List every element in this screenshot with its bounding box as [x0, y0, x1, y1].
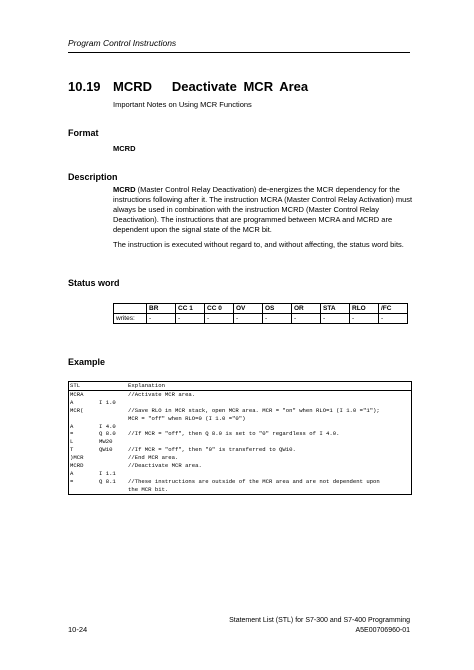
status-bit-ov: OV	[234, 304, 263, 314]
header-divider	[68, 52, 410, 53]
footer-doc-info	[229, 616, 410, 636]
format-value: MCRD	[113, 144, 136, 153]
writes-br: -	[147, 314, 176, 324]
example-comment: MCR = "off" when RLO=0 (I 1.0 ="0")	[128, 414, 246, 422]
example-comment: //If MCR = "off", then Q 8.0 is set to "0" regardless of I 4.0.	[128, 430, 340, 438]
example-instruction: MCRA	[70, 390, 84, 398]
example-instruction	[70, 486, 99, 494]
example-instruction: =	[70, 477, 74, 485]
example-comment: //Deactivate MCR area.	[128, 462, 202, 470]
example-instruction: MCR(	[70, 406, 84, 414]
status-bit-fc: /FC	[379, 304, 408, 314]
example-instruction: A	[70, 469, 74, 477]
example-operand: I 1.0	[99, 398, 116, 406]
writes-rlo: -	[350, 314, 379, 324]
running-header: Program Control Instructions	[68, 38, 177, 48]
example-instruction: A	[70, 422, 74, 430]
writes-cc1: -	[176, 314, 205, 324]
section-title: MCRD Deactivate MCR Area	[113, 79, 309, 94]
writes-ov: -	[234, 314, 263, 324]
writes-sta: -	[321, 314, 350, 324]
status-word-writes-row	[114, 314, 408, 324]
example-code-row	[69, 407, 411, 415]
example-operand: MW20	[99, 438, 113, 446]
example-comment: //These instructions are outside of the MCR area and are not dependent upon	[128, 477, 380, 485]
footer-page-number: 10-24	[68, 625, 88, 634]
example-instruction: =	[70, 430, 74, 438]
example-code-row	[69, 486, 411, 494]
example-instruction	[70, 415, 99, 423]
example-instruction: )MCR	[70, 454, 84, 462]
example-comment	[128, 470, 411, 478]
description-heading: Description	[68, 172, 118, 182]
example-code-row	[69, 415, 411, 423]
writes-fc: -	[379, 314, 408, 324]
description-paragraph-2: The instruction is executed without regard to, and without affecting, the status word bits.	[113, 240, 404, 249]
example-code-row	[69, 391, 411, 399]
status-bit-sta: STA	[321, 304, 350, 314]
status-word-corner-cell	[114, 304, 147, 314]
section-number: 10.19	[68, 79, 101, 94]
example-comment: //Activate MCR area.	[128, 390, 196, 398]
footer-doc-title: Statement List (STL) for S7-300 and S7-400 Programming	[229, 617, 410, 624]
example-code-row	[69, 423, 411, 431]
example-comment: //Save RLO in MCR stack, open MCR area. MCR = "on" when RLO=1 (I 1.0 ="1");	[128, 406, 380, 414]
example-comment	[128, 423, 411, 431]
section-subtitle-link[interactable]: Important Notes on Using MCR Functions	[113, 100, 252, 109]
example-operand: Q 8.1	[99, 477, 116, 485]
description-text: (Master Control Relay Deactivation) de-energizes the MCR dependency for the instructions following after it. The instruction MCRA (Master Control Relay Activation) must always be used in combination with the instruction MCRD (Master Control Relay Deactivation). The instructions that are programmed between MCRA and MCRD are dependent upon the signal state of the MCR bit.	[113, 185, 413, 234]
example-code-row	[69, 462, 411, 470]
example-col-explanation: Explanation	[128, 382, 165, 389]
example-operand: Q 8.0	[99, 430, 116, 438]
example-code-row	[69, 438, 411, 446]
example-code-row	[69, 470, 411, 478]
example-instruction: L	[70, 438, 74, 446]
writes-label: writes:	[114, 314, 147, 324]
example-code-row	[69, 430, 411, 438]
status-bit-cc0: CC 0	[205, 304, 234, 314]
description-paragraph-1	[113, 185, 413, 235]
example-code-row	[69, 446, 411, 454]
example-instruction: A	[70, 398, 74, 406]
status-bit-cc1: CC 1	[176, 304, 205, 314]
example-comment	[128, 438, 411, 446]
status-bit-os: OS	[263, 304, 292, 314]
description-keyword: MCRD	[113, 185, 136, 194]
writes-os: -	[263, 314, 292, 324]
status-bit-or: OR	[292, 304, 321, 314]
example-operand	[99, 415, 128, 423]
example-col-stl: STL	[70, 382, 81, 389]
example-comment: the MCR bit.	[128, 485, 169, 493]
example-operand	[99, 462, 128, 470]
example-operand	[99, 391, 128, 399]
example-operand	[99, 486, 128, 494]
status-bit-br: BR	[147, 304, 176, 314]
example-operand: I 1.1	[99, 469, 116, 477]
writes-or: -	[292, 314, 321, 324]
writes-cc0: -	[205, 314, 234, 324]
status-word-table	[113, 303, 408, 324]
example-code-row	[69, 478, 411, 486]
example-code-box	[68, 381, 412, 495]
status-word-header-row	[114, 304, 408, 314]
example-code-row	[69, 399, 411, 407]
example-operand: QW10	[99, 446, 113, 454]
example-heading: Example	[68, 357, 106, 367]
example-comment	[128, 399, 411, 407]
example-instruction: T	[70, 446, 74, 454]
example-instruction: MCRD	[70, 462, 84, 470]
example-comment: //If MCR = "off", then "0" is transferred to QW10.	[128, 446, 296, 454]
example-col-operand	[99, 382, 128, 390]
example-comment: //End MCR area.	[128, 454, 179, 462]
example-code-row	[69, 454, 411, 462]
example-header-row	[69, 381, 411, 391]
status-bit-rlo: RLO	[350, 304, 379, 314]
example-operand	[99, 454, 128, 462]
example-operand	[99, 407, 128, 415]
example-operand: I 4.0	[99, 422, 116, 430]
footer-doc-number: A5E00706960-01	[355, 627, 410, 634]
status-word-heading: Status word	[68, 278, 120, 288]
format-heading: Format	[68, 128, 99, 138]
